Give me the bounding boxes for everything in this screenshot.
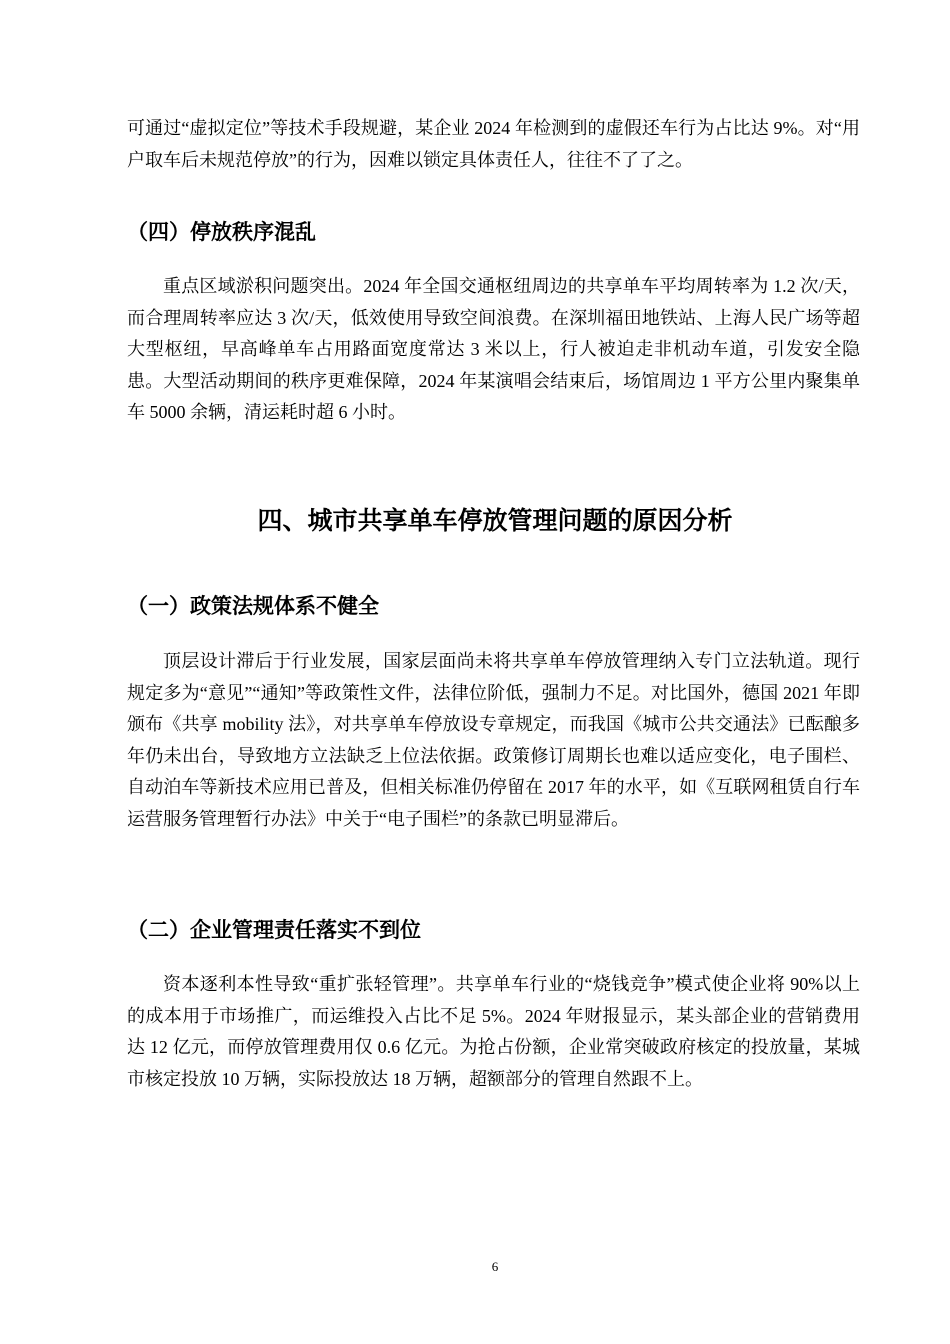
page-number: 6 <box>491 1259 499 1274</box>
body-paragraph-continued: 可通过“虚拟定位”等技术手段规避，某企业 2024 年检测到的虚假还车行为占比达 9%。对“用户取车后未规范停放”的行为，因难以锁定具体责任人，往往不了了之。 <box>127 118 860 170</box>
section-heading-policy-system: （一）政策法规体系不健全 <box>127 594 379 618</box>
body-paragraph-hub-congestion: 重点区域淤积问题突出。2024 年全国交通枢纽周边的共享单车平均周转率为 1.2 次/天，而合理周转率应达 3 次/天，低效使用导致空间浪费。在深圳福田地铁站、上海人民广场等超大型枢纽，早高峰单车占用路面宽度常达 3 米以上，行人被迫走非机动车道，引发安全隐患。大型活动期间的秩序更难保障，2024 年某演唱会结束后，场馆周边 1 平方公里内聚集单车 5000 余辆，清运耗时超 6 小时。 <box>127 276 860 422</box>
body-paragraph-policy-lag: 顶层设计滞后于行业发展，国家层面尚未将共享单车停放管理纳入专门立法轨道。现行规定多为“意见”“通知”等政策性文件，法律位阶低，强制力不足。对比国外，德国 2021 年即颁布《共享 mobility 法》，对共享单车停放设专章规定，而我国《城市公共交通法》已酝酿多年仍未出台，导致地方立法缺乏上位法依据。政策修订周期长也难以适应变化，电子围栏、自动泊车等新技术应用已普及，但相关标准仍停留在 2017 年的水平，如《互联网租赁自行车运营服务管理暂行办法》中关于“电子围栏”的条款已明显滞后。 <box>127 651 860 829</box>
section-heading-enterprise-responsibility: （二）企业管理责任落实不到位 <box>127 918 421 942</box>
body-paragraph-capital-expansion: 资本逐利本性导致“重扩张轻管理”。共享单车行业的“烧钱竞争”模式使企业将 90%以上的成本用于市场推广，而运维投入占比不足 5%。2024 年财报显示，某头部企业的营销费用达 12 亿元，而停放管理费用仅 0.6 亿元。为抢占份额，企业常突破政府核定的投放量，某城市核定投放 10 万辆，实际投放达 18 万辆，超额部分的管理自然跟不上。 <box>127 974 860 1089</box>
chapter-heading-cause-analysis: 四、城市共享单车停放管理问题的原因分析 <box>257 506 733 535</box>
section-heading-parking-disorder: （四）停放秩序混乱 <box>127 220 316 244</box>
